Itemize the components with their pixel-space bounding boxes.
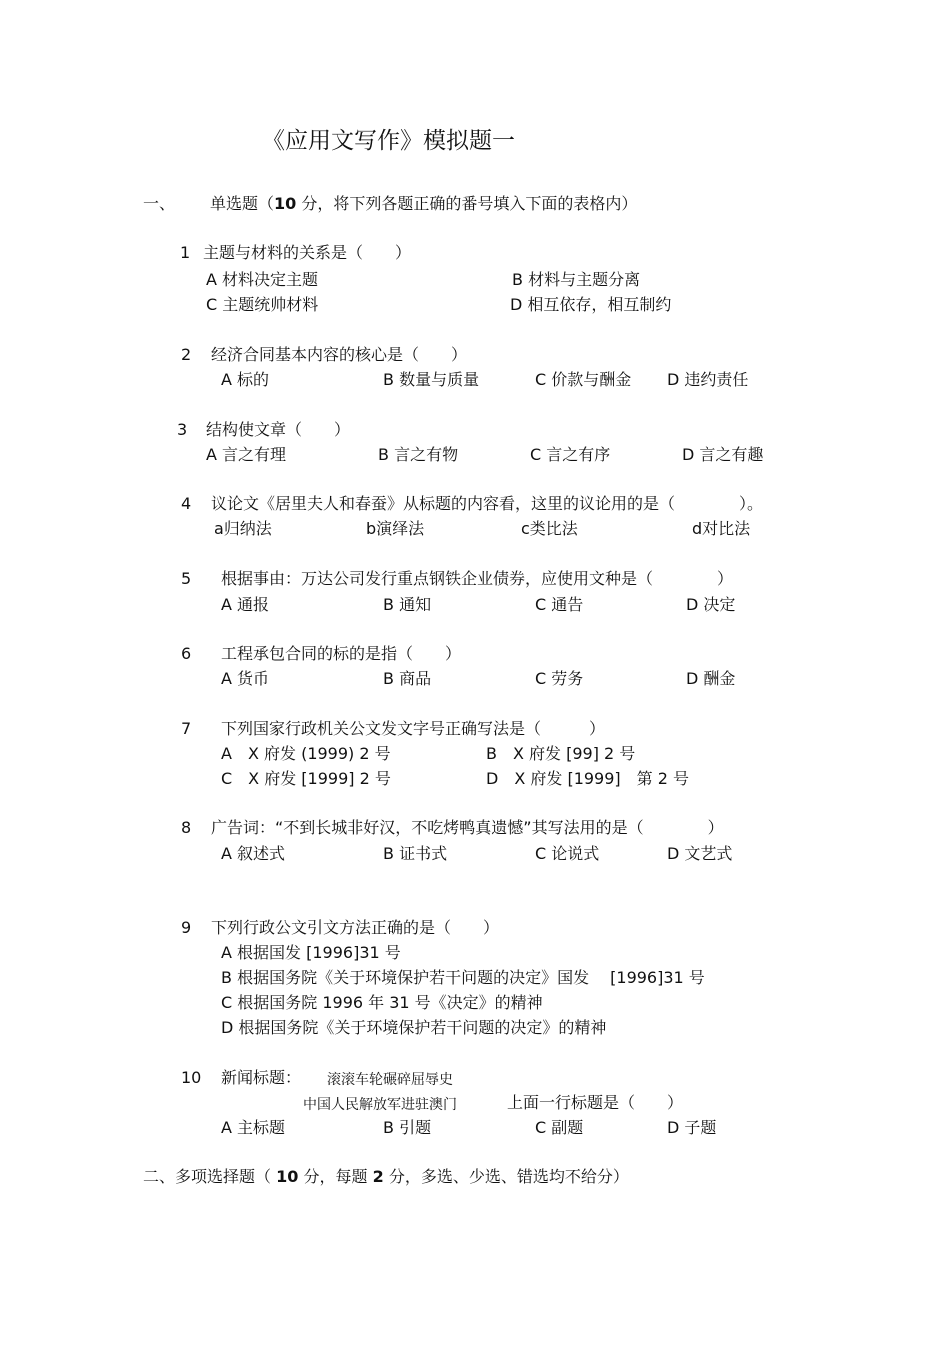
question-6-option-b: B 商品	[383, 669, 432, 688]
question-10-headline-line2: 中国人民解放军进驻澳门	[303, 1097, 457, 1113]
question-4-number: 4	[181, 494, 192, 513]
question-7-option-b: B X 府发 [99] 2 号	[486, 744, 636, 763]
question-7-number: 7	[181, 719, 192, 738]
question-5-stem: 根据事由：万达公司发行重点钢铁企业债券，应使用文种是（ ）	[221, 569, 734, 588]
question-2-option-a: A 标的	[221, 370, 270, 389]
question-2-option-d: D 违约责任	[667, 370, 749, 389]
question-2-option-b: B 数量与质量	[383, 370, 480, 389]
question-5-number: 5	[181, 569, 192, 588]
question-4-option-c: c类比法	[521, 519, 578, 538]
section1-heading-points: 10	[274, 194, 297, 213]
section2-heading-c: 分，多选、少选、错选均不给分）	[388, 1167, 629, 1186]
question-3-option-d: D 言之有趣	[682, 445, 764, 464]
question-7-option-a: A X 府发 (1999) 2 号	[221, 744, 391, 763]
question-3-option-c: C 言之有序	[530, 445, 611, 464]
question-6-number: 6	[181, 644, 192, 663]
question-10-option-d: D 子题	[667, 1118, 717, 1137]
question-8-option-b: B 证书式	[383, 844, 448, 863]
section1-heading-prefix: 单选题（	[210, 194, 275, 213]
section2-heading-b: 分，每题	[303, 1167, 368, 1186]
question-9-option-a: A 根据国发 [1996]31 号	[221, 943, 401, 962]
question-2-option-c: C 价款与酬金	[535, 370, 632, 389]
question-5-option-a: A 通报	[221, 595, 270, 614]
question-1-option-c: C 主题统帅材料	[206, 295, 319, 314]
question-6-stem: 工程承包合同的标的是指（ ）	[221, 644, 462, 663]
question-10-headline-line1: 滚滚车轮碾碎屈辱史	[327, 1072, 453, 1088]
question-10-option-c: C 副题	[535, 1118, 584, 1137]
question-1-option-a: A 材料决定主题	[206, 270, 319, 289]
question-1-stem: 主题与材料的关系是（ ）	[203, 243, 412, 262]
section2-heading	[143, 1167, 629, 1187]
question-8-option-c: C 论说式	[535, 844, 600, 863]
question-5-option-c: C 通告	[535, 595, 584, 614]
question-5-option-d: D 决定	[686, 595, 736, 614]
question-3-option-a: A 言之有理	[206, 445, 287, 464]
section1-number: 一、	[143, 194, 176, 213]
question-1-number: 1	[180, 243, 191, 262]
question-4-option-b: b演绎法	[366, 519, 425, 538]
question-2-stem: 经济合同基本内容的核心是（ ）	[211, 345, 468, 364]
question-7-stem: 下列国家行政机关公文发文字号正确写法是（ ）	[221, 719, 606, 738]
section2-points-total: 10	[276, 1167, 299, 1186]
question-6-option-d: D 酬金	[686, 669, 736, 688]
question-7-option-c: C X 府发 [1999] 2 号	[221, 769, 391, 788]
question-10-option-a: A 主标题	[221, 1118, 286, 1137]
question-10-stem: 新闻标题：	[221, 1068, 302, 1087]
question-1-option-b: B 材料与主题分离	[512, 270, 641, 289]
question-7-option-d: D X 府发 [1999] 第 2 号	[486, 769, 690, 788]
page-title: 《应用文写作》模拟题一	[262, 128, 515, 154]
question-1-option-d: D 相互依存，相互制约	[510, 295, 672, 314]
question-4-option-d: d对比法	[692, 519, 751, 538]
question-3-option-b: B 言之有物	[378, 445, 459, 464]
question-6-option-a: A 货币	[221, 669, 270, 688]
question-9-option-d: D 根据国务院《关于环境保护若干问题的决定》的精神	[221, 1018, 607, 1037]
question-4-option-a: a归纳法	[214, 519, 272, 538]
question-3-stem: 结构使文章（ ）	[206, 420, 351, 439]
question-8-option-a: A 叙述式	[221, 844, 286, 863]
section2-heading-a: 多项选择题（	[175, 1167, 272, 1186]
section1-heading-rest: 分，将下列各题正确的番号填入下面的表格内）	[301, 194, 638, 213]
question-9-option-c: C 根据国务院 1996 年 31 号《决定》的精神	[221, 993, 543, 1012]
question-8-number: 8	[181, 818, 192, 837]
question-8-stem: 广告词：“不到长城非好汉，不吃烤鸭真遗憾”其写法用的是（ ）	[211, 818, 724, 837]
question-6-option-c: C 劳务	[535, 669, 584, 688]
question-9-number: 9	[181, 918, 192, 937]
question-10-number: 10	[181, 1068, 202, 1087]
question-2-number: 2	[181, 345, 192, 364]
question-10-stem-tail: 上面一行标题是（ ）	[507, 1093, 684, 1112]
question-4-stem: 议论文《居里夫人和春蚕》从标题的内容看，这里的议论用的是（ ）。	[211, 494, 764, 513]
question-8-option-d: D 文艺式	[667, 844, 733, 863]
question-10-option-b: B 引题	[383, 1118, 432, 1137]
question-5-option-b: B 通知	[383, 595, 432, 614]
question-9-option-b: B 根据国务院《关于环境保护若干问题的决定》国发 [1996]31 号	[221, 968, 705, 987]
question-9-stem: 下列行政公文引文方法正确的是（ ）	[211, 918, 500, 937]
section1-heading	[210, 194, 637, 214]
question-3-number: 3	[177, 420, 188, 439]
section2-number: 二、	[143, 1167, 176, 1186]
section2-points-each: 2	[372, 1167, 384, 1186]
